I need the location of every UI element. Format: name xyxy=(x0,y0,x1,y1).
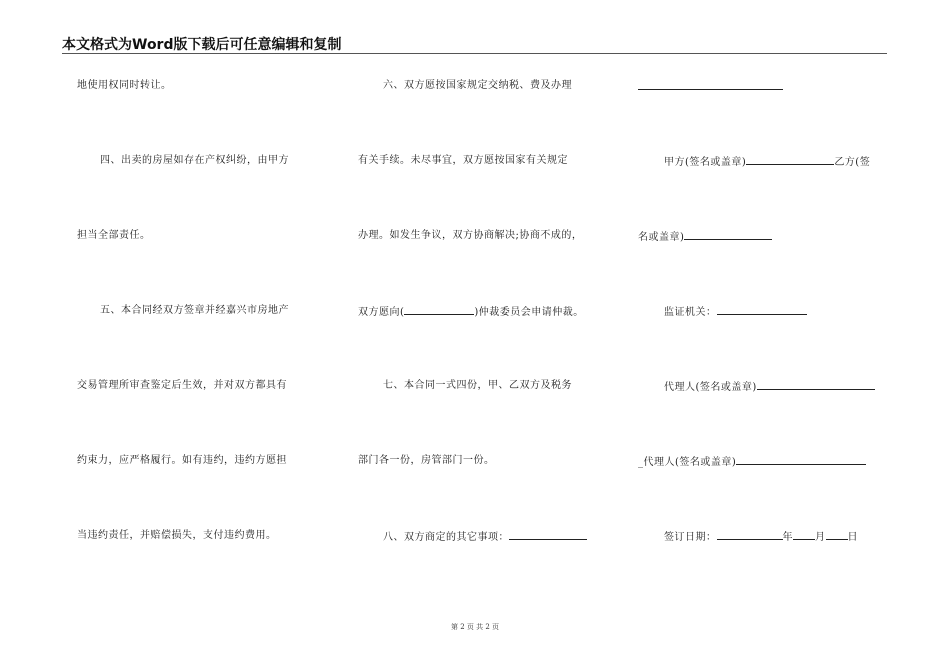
right-line-1 xyxy=(638,80,783,94)
middle-line-6: 部门各一份，房管部门一份。 xyxy=(358,455,495,466)
year-blank[interactable] xyxy=(717,530,783,540)
right-line-7 xyxy=(664,530,858,544)
middle-line-1: 六、双方愿按国家规定交纳税、费及办理 xyxy=(383,80,572,91)
document-header-title: 本文格式为Word版下载后可任意编辑和复制 xyxy=(62,37,342,53)
agent-1-label: 代理人(签名或盖章) xyxy=(664,382,757,393)
left-line-7: 当违约责任，并赔偿损失，支付违约费用。 xyxy=(77,530,277,541)
right-line-6 xyxy=(638,455,866,469)
agent-2-prefix: _ xyxy=(638,457,644,468)
middle-line-2: 有关手续。未尽事宜，双方愿按国家有关规定 xyxy=(358,155,568,166)
left-line-5: 交易管理所审查鉴定后生效，并对双方都具有 xyxy=(77,380,287,391)
left-line-6: 约束力，应严格履行。如有违约，违约方愿担 xyxy=(77,455,287,466)
top-signature-blank[interactable] xyxy=(638,80,783,90)
party-a-blank[interactable] xyxy=(746,155,834,165)
left-line-1: 地使用权同时转让。 xyxy=(77,80,172,91)
header-divider xyxy=(62,53,887,54)
other-matters-blank[interactable] xyxy=(509,530,587,540)
agent-2-label: 代理人(签名或盖章) xyxy=(643,457,737,468)
left-line-3: 担当全部责任。 xyxy=(77,230,151,241)
notary-label: 监证机关： xyxy=(664,307,717,318)
middle-line-7 xyxy=(383,530,587,544)
middle-line-4 xyxy=(358,305,584,319)
arbitration-prefix: 双方愿向( xyxy=(358,307,405,318)
middle-line-5: 七、本合同一式四份，甲、乙双方及税务 xyxy=(383,380,572,391)
other-matters-label: 八、双方商定的其它事项： xyxy=(383,532,509,543)
right-line-2 xyxy=(664,155,870,169)
right-line-5 xyxy=(664,380,875,394)
agent-1-blank[interactable] xyxy=(757,380,875,390)
notary-blank[interactable] xyxy=(717,305,807,315)
day-blank[interactable] xyxy=(826,530,848,540)
left-line-2: 四、出卖的房屋如存在产权纠纷，由甲方 xyxy=(100,155,289,166)
month-label: 月 xyxy=(815,532,826,543)
party-b-blank[interactable] xyxy=(684,230,772,240)
left-line-4: 五、本合同经双方签章并经嘉兴市房地产 xyxy=(100,305,289,316)
middle-line-3: 办理。如发生争议，双方协商解决;协商不成的， xyxy=(358,230,583,241)
month-blank[interactable] xyxy=(793,530,815,540)
party-b-label-end: 名或盖章) xyxy=(638,232,685,243)
party-a-label: 甲方(签名或盖章) xyxy=(664,157,747,168)
year-label: 年 xyxy=(782,532,793,543)
page-number: 第 2 页 共 2 页 xyxy=(450,623,500,631)
arbitration-suffix: )仲裁委员会申请仲裁。 xyxy=(474,307,584,318)
sign-date-label: 签订日期： xyxy=(664,532,717,543)
right-line-4 xyxy=(664,305,807,319)
day-label: 日 xyxy=(847,532,858,543)
right-line-3 xyxy=(638,230,772,244)
party-b-label-start: 乙方(签 xyxy=(834,157,871,168)
arbitration-blank[interactable] xyxy=(404,305,474,315)
agent-2-blank[interactable] xyxy=(736,455,866,465)
